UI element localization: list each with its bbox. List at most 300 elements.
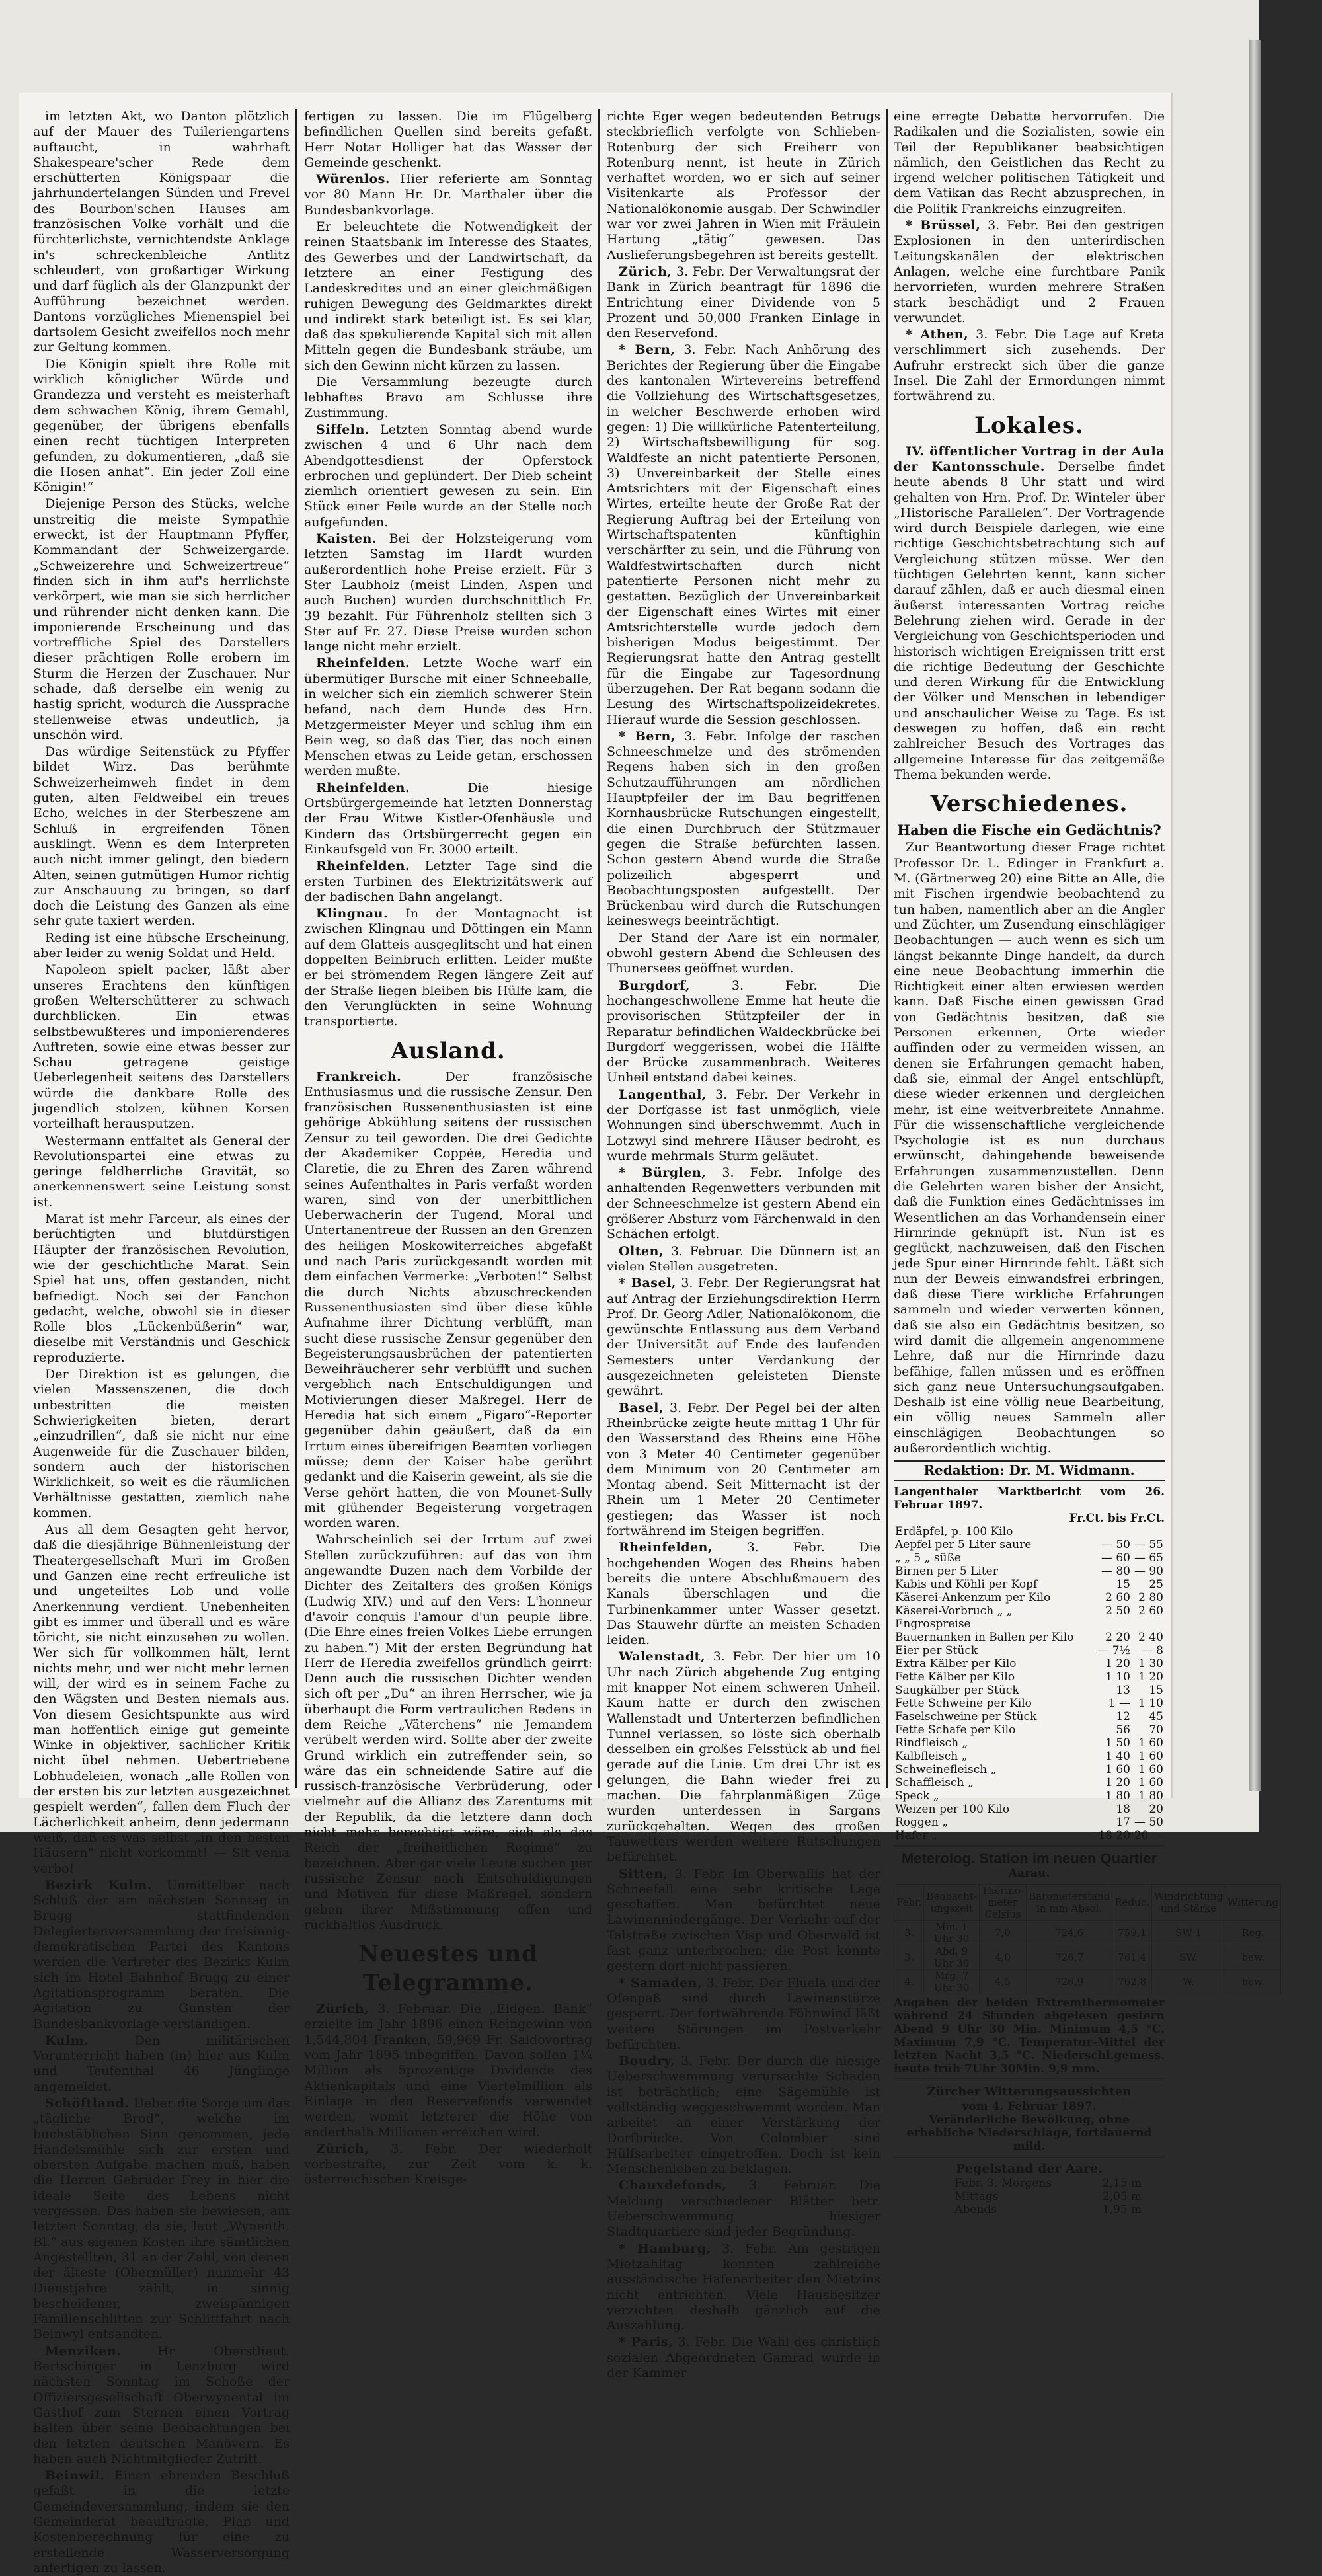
article-paragraph — [607, 978, 880, 1086]
article-paragraph — [304, 219, 592, 373]
article-paragraph — [33, 357, 290, 496]
table-cell: Febr. 3. Morgens — [954, 2176, 1052, 2190]
table-cell: Eier per Stück — [895, 1643, 978, 1657]
table-cell — [1096, 1618, 1132, 1631]
paragraph-text: Die Versammlung bezeugte durch lebhaftes Bravo am Schlusse ihre Zustimmung. — [304, 375, 592, 420]
paragraph-text: 3. Febr. Infolge des anhaltenden Regenwetters verbunden mit der Schneeschmelze ist gestern Abend ein größerer Absturz vom Färchenwald in den Schächen erfolgt. — [607, 1165, 880, 1242]
redaktion-line: Redaktion: Dr. M. Widmann. — [894, 1460, 1165, 1481]
dateline: Rheinfelden, — [619, 1540, 713, 1555]
table-cell: 1 — — [1108, 1696, 1130, 1710]
dateline: Boudry, — [619, 2054, 676, 2069]
paragraph-text: fertigen zu lassen. Die im Flügelberg befindlichen Quellen sind bereits gefaßt. Herr Notar Holliger hat das Wasser der Gemeinde geschenkt. — [304, 109, 592, 170]
paragraph-text: Letzter Tage sind die ersten Turbinen des Elektrizitätswerk auf der badischen Bahn angelangt. — [304, 859, 592, 904]
table-cell: — 7½ — [1097, 1643, 1130, 1657]
dateline: Beinwil. — [45, 2468, 105, 2483]
column-rule — [886, 109, 888, 1788]
table-cell: 45 — [1149, 1709, 1163, 1723]
dateline: * Samaden, — [619, 1975, 703, 1990]
paragraph-text: Der Direktion ist es gelungen, die vielen Massenszenen, die doch unbestritten die meisten Schwierigkeiten bieten, derart „einzudrillen“, daß sie nicht nur eine Augenweide für die Zuschauer bilden, sondern auch der historischen Wirklichkeit, so weit es die räumlichen Verhältnisse gestatten, ziemlich nahe kommen. — [33, 1367, 290, 1520]
dateline: Zürich, — [316, 2141, 369, 2156]
paragraph-text: Marat ist mehr Farceur, als eines der berüchtigten und blutdürstigen Häupter der französischen Revolution, wie der geschichtliche Marat. Sein Spiel hat uns, offen gestanden, nicht befriedigt. Noch sei der Fanchon gedacht, welche, obwohl sie in dieser Rolle blos „Lückenbüßerin“ war, dieselbe mit Verständnis und Geschick reproduzierte. — [33, 1212, 290, 1365]
table-cell: Faselschweine per Stück — [895, 1709, 1037, 1723]
table-cell: Speck „ — [895, 1789, 939, 1803]
table-cell: 7,0 — [980, 1921, 1027, 1945]
section-heading: Lokales. — [974, 412, 1084, 439]
table-row — [894, 1697, 1165, 1710]
table-header-cell: Windrichtung und Stärke — [1151, 1885, 1225, 1921]
table-cell: 1 20 — [1105, 1776, 1130, 1789]
table-cell: — 80 — [1101, 1564, 1130, 1578]
table-cell: Schaffleisch „ — [895, 1776, 974, 1789]
table-header-row — [894, 1885, 1281, 1921]
table-cell: 4,5 — [980, 1970, 1027, 1994]
table-cell: Extra Kälber per Kilo — [895, 1657, 1017, 1670]
article-paragraph — [304, 656, 592, 779]
paragraph-text: Derselbe findet heute abends 8 Uhr statt und wird gehalten von Hrn. Prof. Dr. Winteler über „Historische Parallelen“. Der Vortragende wird durch Beispiele darlegen, wie eine richtige Geschichtsbetrachtung sich auf Vergleichung stützen müsse. Wer den tüchtigen Gelehrten kennt, kann sicher darauf zählen, daß er auch diesmal einen äußerst interessanten Vortrag reiche Belehrung ziehen wird. Gerade in der Vergleichung von Geschichtsperioden und historisch wichtigen Ereignissen tritt erst die richtige Bedeutung der Geschichte und deren Wirkung für die Entwicklung der Völker und Menschen in lebendiger und anschaulicher Weise zu Tage. Es ist deswegen zu hoffen, daß ein recht zahlreicher Besuch des Vortrages das allgemeine Interesse für das zeitgemäße Thema bekunden werde. — [894, 459, 1165, 782]
table-row — [894, 1750, 1165, 1763]
paragraph-text: 3. Febr. Im Oberwallis hat der Schneefall eine sehr kritische Lage geschaffen. Man befürchtet neue Lawinenniedergänge. Der Verkehr auf der Talstraße zwischen Visp und Oberwald ist fast ganz unterbrochen; die Post konnte gestern dort nicht passieren. — [607, 1866, 880, 1974]
weather-title: Zürcher Witterungsaussichten — [927, 2085, 1132, 2099]
article-paragraph — [894, 327, 1165, 404]
paragraph-text: In der Montagnacht ist zwischen Klingnau und Döttingen ein Mann auf dem Glatteis ausgeglitscht und hat einen doppelten Beinbruch erlitten. Leider mußte er bei strömendem Regen längere Zeit auf der Straße liegen bleiben bis Hülfe kam, die den Verunglückten in seine Wohnung transportierte. — [304, 906, 592, 1029]
paragraph-text: Aus all dem Gesagten geht hervor, daß die diesjährige Bühnenleistung der Theatergesellschaft Muri im Großen und Ganzen eine recht erfreuliche ist und ungeteiltes Lob und volle Anerkennung verdient. Unebenheiten gibt es immer und überall und es wäre töricht, sie nicht einzusehen zu wollen. Wer sich für vollkommen hält, lernt nichts mehr, und wer nicht mehr lernen will, der wird es in seinem Fache zu den Wägsten und Besten niemals aus. Von diesem Gesichtspunkte aus wird man hoffentlich einige gut gemeinte Winke in objektiver, sachlicher Kritik nicht übel nehmen. Uebertriebene Lobhudeleien, wonach „alle Rollen von der ersten bis zur letzten ausgezeichnet gespielt werden“, fallen dem Fluch der Lächerlichkeit anheim, denn jedermann weiß, daß es was selbst „in den besten Häusern“ nicht vorkommt! — Sit venia verbo! — [33, 1522, 290, 1876]
article-paragraph — [304, 422, 592, 530]
paragraph-text: Den militärischen Vorunterricht haben (in) hier aus Kulm und Teufenthal 46 Jünglinge angemeldet. — [33, 2033, 290, 2094]
table-cell: 1,95 m — [1102, 2203, 1142, 2216]
market-title: Langenthaler Marktbericht vom 26. Februar 1897. — [894, 1485, 1165, 1512]
table-cell: 1 60 — [1138, 1736, 1163, 1750]
paragraph-text: 3. Febr. Die hochgehenden Wogen des Rheins haben bereits die untere Abschlußmauern des Kanals überschlagen und die Turbinenkammer unter Wasser gesetzt. Das Stauwehr dürfte an meisten Schaden leiden. — [607, 1540, 880, 1648]
paragraph-text: Diejenige Person des Stücks, welche unstreitig die meiste Sympathie erweckt, ist der Hauptmann Pfyffer, Kommandant der Schweizergarde. „Schweizerehre und Schweizertreue“ finden sich in ihm auf's herrlichste verkörpert, wie man sie sich herrlicher und rührender nicht denken kann. Die imponierende Erscheinung und das vortreffliche Spiel des Darstellers dieser prächtigen Rolle erobern im Sturm die Herzen der Zuschauer. Nur schade, daß derselbe ein wenig zu hastig spricht, wodurch die Aussprache stellenweise etwas undeutlich, ja unschön wird. — [33, 496, 290, 742]
dateline: Langenthal, — [619, 1087, 707, 1102]
table-cell: Reg. — [1225, 1921, 1281, 1945]
article-paragraph — [304, 1532, 592, 1933]
table-cell: Kalbfleisch „ — [895, 1749, 968, 1763]
table-row — [894, 1551, 1165, 1565]
article-paragraph — [607, 342, 880, 727]
dateline: Zürich, — [619, 264, 672, 279]
article-paragraph — [894, 840, 1165, 1456]
paragraph-text: Er beleuchtete die Notwendigkeit der reinen Staatsbank im Interesse des Staates, des Gewerbes und der Landwirtschaft, da letztere an einer Festigung des Landeskredites und an einer gleichmäßigen ruhigen Bewegung des Geldmarktes direkt und indirekt stark beteiligt ist. Es sei klar, daß das spekulierende Kapital sich mit allen Mitteln gegen die Bundesbank sträube, um sich den Gewinn nicht kürzen zu lassen. — [304, 219, 592, 373]
dateline: Kulm. — [45, 2033, 89, 2048]
table-cell: „ „ 5 „ süße — [895, 1551, 961, 1565]
table-header-cell: Reduc. — [1112, 1885, 1152, 1921]
article-paragraph — [33, 2096, 290, 2343]
table-header-cell: Thermo-meter Celsius — [980, 1885, 1027, 1921]
divider — [894, 2156, 1165, 2158]
paragraph-text: Reding ist eine hübsche Erscheinung, aber leider zu wenig Soldat und Held. — [33, 930, 290, 961]
article-paragraph — [607, 1165, 880, 1242]
table-cell: bew. — [1225, 1945, 1281, 1970]
table-row — [894, 1776, 1165, 1789]
table-cell: 1 20 — [1105, 1657, 1130, 1670]
column-1 — [33, 109, 290, 2575]
table-row — [894, 1710, 1165, 1723]
article-paragraph — [304, 781, 592, 857]
table-row — [953, 2190, 1143, 2203]
section-heading: Ausland. — [391, 1037, 506, 1064]
paragraph-text: Hier referierte am Sonntag vor 80 Mann Hr. Dr. Marthaler über die Bundesbankvorlage. — [304, 172, 592, 217]
table-cell: — 8 — [1141, 1643, 1163, 1657]
dateline: * Athen, — [906, 327, 969, 342]
article-paragraph — [607, 2054, 880, 2177]
table-cell: 726,9 — [1027, 1970, 1112, 1994]
table-cell: 12 — [1116, 1709, 1130, 1723]
table-cell: Roggen „ — [895, 1815, 949, 1829]
table-cell: Rindfleisch „ — [895, 1736, 968, 1750]
article-paragraph — [304, 2142, 592, 2188]
table-cell: 1 60 — [1138, 1762, 1163, 1776]
table-cell: 56 — [1116, 1723, 1130, 1737]
column-rule — [598, 109, 600, 1788]
table-cell: SW. — [1151, 1945, 1225, 1970]
table-cell: Birnen per 5 Liter — [895, 1564, 998, 1578]
paragraph-text: 3. Febr. Am gestrigen Mietzahltag konnten zahlreiche ausständische Hafenarbeiter den Mietzins nicht entrichten. Viele Hausbesitzer verzichten deshalb gänzlich auf die Auszahlung. — [607, 2241, 880, 2333]
paragraph-text: 3. Febr. Der Verwaltungsrat der Bank in Zürich beantragt für 1896 die Entrichtung einer Dividende von 5 Prozent und 50,000 Franken Einlage in den Reservefond. — [607, 264, 880, 341]
table-row — [894, 1657, 1165, 1670]
paragraph-text: 3. Febr. Der hier um 10 Uhr nach Zürich abgehende Zug entging mit knapper Not einem schweren Unheil. Kaum hatte er durch den zwischen Wallenstadt und Unterterzen befindlichen Tunnel verlassen, so löste sich oberhalb desselben ein großes Felsstück ab und fiel gerade auf die Linie. Um drei Uhr ist es gelungen, die Bahn wieder frei zu machen. Die fahrplanmäßigen Züge wurden unterdessen in Sargans zurückgehalten. Wegen des großen Tauwetters werden weitere Rutschungen befürchtet. — [607, 1649, 881, 1865]
paragraph-text: Der Stand der Aare ist ein normaler, obwohl gestern Abend die Schleusen des Thunersees geöffnet wurden. — [607, 930, 880, 976]
table-cell: 1 60 — [1105, 1762, 1130, 1776]
paragraph-text: Die hiesige Ortsbürgergemeinde hat letzten Donnerstag der Frau Witwe Kistler-Ofenhäusle und Kindern das Ortsbürgerrecht gegen ein Einkaufsgeld von Fr. 3000 erteilt. — [304, 780, 593, 857]
table-cell: 2 60 — [1105, 1590, 1130, 1604]
paragraph-text: 3. Febr. Der wiederholt vorbestrafte, zur Zeit vom k. k. österreichischen Kreisge- — [304, 2141, 592, 2187]
dateline: Kaisten. — [316, 531, 377, 547]
paragraph-text: im letzten Akt, wo Danton plötzlich auf der Mauer des Tuileriengartens auftaucht, in wahrhaft Shakespeare'scher Rede dem erschütterten Königspaar die jahrhundertelangen Sünden und Frevel des Bourbon'schen Hauses am französischen Volke vorhält und die fürchterlichste, vernichtendste Anklage in's schreckenbleiche Antlitz schleudert, von großartiger Wirkung und darf füglich als der Glanzpunkt der Aufführung bezeichnet werden. Dantons vorzügliches Mienenspiel bei dartsolem Gesicht zweifellos noch mehr zur Geltung kommen. — [33, 109, 290, 355]
table-row — [894, 1565, 1165, 1578]
table-cell: Mittags — [954, 2189, 999, 2203]
table-cell: — 90 — [1134, 1564, 1163, 1578]
article-paragraph — [304, 109, 592, 171]
table-cell: 4,0 — [980, 1945, 1027, 1970]
paragraph-text: 3. Febr. Die hochangeschwollene Emme hat heute die provisorischen Stützpfeiler der in Reparatur befindlichen Waldeckbrücke bei Burgdorf weggerissen, wobei die Hälfte der Brücke zusammenbrach. Weiteres Unheil entstand dabei keines. — [607, 978, 880, 1085]
dateline: * Basel, — [619, 1276, 676, 1291]
table-cell: 1 80 — [1138, 1789, 1163, 1803]
paragraph-text: 3. Februar. Die Dünnern ist an vielen Stellen ausgetreten. — [607, 1243, 880, 1274]
column-4-articles — [894, 109, 1165, 1456]
article-paragraph — [33, 2344, 290, 2467]
table-cell: Hafer „ — [895, 1828, 937, 1842]
table-cell: Abd. 9 Uhr 30 — [924, 1945, 980, 1970]
meteo-title: Meterolog. Station im neuen Quartier — [901, 1850, 1157, 1867]
divider — [894, 1845, 1165, 1847]
table-cell: — 55 — [1134, 1538, 1163, 1551]
table-cell: SW 1 — [1151, 1921, 1225, 1945]
table-row — [894, 1618, 1165, 1631]
paragraph-text: 3. Februar. Die „Eidgen. Bank“ erzielte im Jahr 1896 einen Reingewinn von 1,544,804 Franken, 59,969 Fr. Saldovortrag vom Jahr 1895 inbegriffen. Davon sollen 1¼ Million als 5prozentige Dividende des Aktienkapitals und eine Viertelmillion als Einlage in den Reservefonds verwendet werden, womit letzterer die Höhe von anderthalb Millionen erreichen wird. — [304, 2002, 592, 2140]
article-paragraph — [33, 1212, 290, 1366]
table-cell: 759,1 — [1112, 1921, 1152, 1945]
table-cell: 2,15 m — [1102, 2176, 1142, 2190]
paragraph-text: 3. Febr. Der durch die hiesige Ueberschwemmung verursachte Schaden ist beträchtlich; eine Sägemühle ist vollständig weggeschwemmt worden. Man arbeitet an einer Verstärkung der Dorfbrücke. Von Colombier sind Hülfsarbeiter eingetroffen. Doch ist kein Menschenleben zu beklagen. — [607, 2054, 880, 2177]
table-cell: 3. — [894, 1945, 924, 1970]
table-cell: bew. — [1225, 1970, 1281, 1994]
paragraph-text: 3. Febr. Der Pegel bei der alten Rheinbrücke zeigte heute mittag 1 Uhr für den Wasserstand des Rheins eine Höhe von 3 Meter 40 Centimeter gegenüber dem Minimum von 20 Centimeter am Montag abend. Seit Mitternacht ist der Rhein um 1 Meter 20 Centimeter gestiegen; das Wasser ist noch fortwährend im Steigen begriffen. — [607, 1400, 880, 1539]
paragraph-text: Bei der Holzsteigerung vom letzten Samstag im Hardt wurden außerordentlich hohe Preise erzielt. Für 3 Ster Laubholz (meist Linden, Aspen und auch Buchen) wurden durchschnittlich Fr. 39 bezahlt. Für Führenholz stellten sich 3 Ster auf Fr. 27. Diese Preise wurden schon lange nicht mehr erzielt. — [304, 531, 592, 654]
table-cell: 20 — [1149, 1802, 1163, 1816]
article-paragraph — [607, 1401, 880, 1540]
article-paragraph — [304, 375, 592, 421]
table-cell: — 60 — [1101, 1551, 1130, 1565]
table-row — [894, 1829, 1165, 1842]
dateline: Rheinfelden. — [316, 656, 410, 671]
table-cell — [1132, 1618, 1165, 1631]
table-cell: Fette Schweine per Kilo — [895, 1696, 1032, 1710]
paragraph-text: Zur Beantwortung dieser Frage richtet Professor Dr. L. Edinger in Frankfurt a. M. (Gärtnerweg 20) eine Bitte an Alle, die mit Fischen irgendwie beobachtend zu tun haben, namentlich aber an die Angler und Züchter, um Zusendung einschlägiger Beobachtungen — auch wenn es sich um längst bekannte Dinge handelt, da durch eine neue Beobachtung immerhin die Richtigkeit einer alten erwiesen werden kann. Daß Fische einen gewissen Grad von Gedächtnis besitzen, daß sie Personen erkennen, Orte wieder auffinden oder zu vermeiden wissen, an denen sie Erfahrungen gemacht haben, daß sie, einmal der Angel entschlüpft, diese wieder erkennen und dergleichen mehr, ist eine weitverbreitete Annahme. Für die wissenschaftliche vergleichende Psychologie ist es nun durchaus erwünscht, dahingehende beweisende Erfahrungen zusammenzustellen. Denn die Gelehrten waren bisher der Ansicht, daß die Funktion eines Gedächtnisses im Wesentlichen an das Vorhandensein einer Hirnrinde geknüpft ist. Nun ist es geglückt, nachzuweisen, daß den Fischen jede Spur einer Hirnrinde fehlt. Läßt sich nun der Beweis einwandsfrei erbringen, daß diese Tiere wirkliche Erfahrungen sammeln und wieder verwerten können, daß sie also ein Gedächtnis besitzen, so wird damit die allgemein angenommene Lehre, daß nur die Hirnrinde dazu befähige, fallen müssen und es eröffnen sich ganz neue Untersuchungsaufgaben. Deshalb ist eine völlig neue Bearbeitung, ein völlig neues Sammeln aller einschlägigen Beobachtungen so außerordentlich wichtig. — [894, 840, 1165, 1456]
dateline: * Brüssel, — [906, 218, 981, 233]
article-paragraph — [33, 962, 290, 1132]
dateline: * Bern, — [619, 728, 676, 744]
table-row — [894, 1578, 1165, 1591]
weather-text: Veränderliche Bewölkung, ohne erhebliche Niederschläge, fortdauernd mild. — [906, 2113, 1152, 2153]
paragraph-text: Unmittelbar nach Schluß der am nächsten Sonntag in Brugg stattfindenden Delegiertenversammlung der freisinnig-demokratischen Partei des Kantons werden die Vertreter des Bezirks Kulm sich im Hotel Bahnhof Brugg zu einer Agitationsprogramm beraten. Die Agitation zu Gunsten der Bundesbankvorlage verständigen. — [33, 1877, 290, 2031]
table-cell: 1 20 — [1138, 1670, 1163, 1684]
table-cell: 20 — — [1134, 1828, 1163, 1842]
paragraph-text: Letzten Sonntag abend wurde zwischen 4 und 6 Uhr nach dem Abendgottesdienst der Opferstock erbrochen und geplündert. Der Dieb scheint ziemlich orientiert gewesen zu sein. Ein Stück einer Feile wurde an der Stelle noch aufgefunden. — [304, 422, 592, 529]
dateline: Würenlos. — [316, 172, 390, 187]
article-paragraph — [607, 931, 880, 977]
table-cell: 724,6 — [1027, 1921, 1112, 1945]
table-cell: Kabis und Köhli per Kopf — [895, 1577, 1038, 1591]
table-cell: 2 20 — [1105, 1630, 1130, 1644]
article-paragraph — [304, 531, 592, 654]
table-row — [894, 1670, 1165, 1684]
table-cell: 1 80 — [1105, 1789, 1130, 1803]
dateline: Sitten, — [619, 1866, 668, 1881]
meteo-note: Angaben der beiden Extremthermometer während 24 Stunden abgelesen gestern Abend 9 Uhr 30 Min. Minimum 4,5 °C. Maximum 7,9 °C. Temperatur-Mittel der letzten Nacht 3,5 °C. Niederschl.gemess. heute früh 7Uhr 30Min. 9,9 mm. — [894, 1996, 1165, 2076]
market-units: Fr.Ct. bis Fr.Ct. — [1069, 1511, 1165, 1525]
table-cell: Saugkälber per Stück — [895, 1683, 1019, 1697]
paragraph-text: Das würdige Seitenstück zu Pfyffer bildet Wirz. Das berühmte Schweizerheimweh findet in dem guten, alten Feldweibel ein treues Echo, welches in der Sterbeszene am Schluß in ergreifenden Tönen ausklingt. Wenn es dem Interpreten auch nicht immer gelingt, den biedern Alten, seinen gutmütigen Humor richtig zur Anschauung zu bringen, so darf doch die Leistung des Ganzen als eine sehr gute taxiert werden. — [33, 744, 290, 929]
article-paragraph — [607, 1867, 880, 1974]
article-paragraph — [607, 109, 880, 263]
table-cell: Aepfel per 5 Liter saure — [895, 1538, 1032, 1551]
article-paragraph — [607, 729, 880, 929]
article-paragraph — [607, 2242, 880, 2334]
article-paragraph — [607, 264, 880, 341]
table-cell: W. — [1151, 1970, 1225, 1994]
table-cell: 15 — [1116, 1577, 1130, 1591]
article-paragraph — [894, 218, 1165, 326]
dateline: Burgdorf, — [619, 978, 691, 993]
table-cell: 726,7 — [1027, 1945, 1112, 1970]
table-row — [894, 1945, 1281, 1970]
paragraph-text: Der französische Enthusiasmus und die russische Zensur. Den französischen Russenenthusiasten ist eine gehörige Abkühlung seitens der russischen Zensur zu teil geworden. Die drei Gedichte der Akademiker Coppée, Heredia und Claretie, die zu Ehren des Zaren während seines Aufenthaltes in Paris verfaßt worden waren, sind von der unerbittlichen Ueberwacherin der Tugend, Moral und Untertanentreue der Russen an den Grenzen des heiligen Moskowiterreiches abgefaßt und nach Paris zurückgesandt worden mit dem einfachen Vermerke: „Verboten!“ Selbst die durch Nichts abzuschreckenden Russenenthusiasten sind über diese kühle Aufnahme ihrer Dichtung verblüfft, man sucht diese russische Zensur gegenüber den Begeisterungsausbrüchen der patentierten Beweihräucherer sehr verblüfft und suchen vergeblich nach Entschuldigungen und Motivierungen dieser Maßregel. Herr de Heredia hat sich einem „Figaro“-Reporter gegenüber dahin geäußert, daß da ein Irrtum eines übereifrigen Beamten vorliegen müsse; denn der Kaiser habe gerührt gedankt und die Kaiserin geweint, als sie die Verse gehört hatten, die von Mounet-Sully mit glühender Begeisterung vorgetragen worden waren. — [304, 1069, 592, 1531]
dateline: * Paris, — [619, 2335, 674, 2350]
table-row — [894, 1591, 1165, 1604]
table-cell: Mrg. 7 Uhr 30 — [924, 1970, 980, 1994]
dateline: IV. öffentlicher Vortrag in der Aula der Kantonsschule. — [894, 444, 1165, 474]
paragraph-text: 3. Febr. Die Wahl des christlich sozialen Abgeordneten Gamrad wurde in der Kammer — [607, 2335, 880, 2381]
pegel-table — [953, 2177, 1143, 2216]
table-cell: 3. — [894, 1921, 924, 1945]
dateline: Zürich, — [316, 2002, 369, 2017]
dateline: * Bürglen, — [619, 1165, 707, 1181]
dateline: Frankreich. — [316, 1069, 402, 1084]
dateline: Olten, — [619, 1243, 664, 1259]
table-cell: Bauernanken in Ballen per Kilo — [895, 1630, 1074, 1644]
paragraph-text: Einen ehrenden Beschluß gefaßt in die letzte Gemeindeversammlung, indem sie den Gemeinderat beauftragte, Plan und Kostenberechnung für eine zu erstellende Wasserversorgung anfertigen zu lassen. — [33, 2468, 290, 2575]
article-paragraph — [33, 1878, 290, 2032]
table-cell: 1 60 — [1138, 1776, 1163, 1789]
article-paragraph — [607, 1087, 880, 1164]
paragraph-text: Westermann entfaltet als General der Revolutionspartei eine etwas zu geringe feldherrliche Gravität, so anerkennenswert seine Leistung sonst ist. — [33, 1133, 290, 1210]
dateline: Rheinfelden. — [316, 780, 410, 795]
table-row — [953, 2203, 1143, 2216]
table-cell: 762,8 — [1112, 1970, 1152, 1994]
divider — [894, 2078, 1165, 2080]
pegel-title: Pegelstand der Aare. — [956, 2161, 1103, 2176]
article-paragraph — [33, 931, 290, 962]
table-cell: 2 60 — [1138, 1604, 1163, 1618]
table-header-cell: Witterung — [1225, 1885, 1281, 1921]
article-subheading: Haben die Fische ein Gedächtnis? — [897, 822, 1161, 839]
table-header-cell: Febr. — [894, 1885, 924, 1921]
article-paragraph — [607, 1976, 880, 2052]
dateline: Walenstadt, — [619, 1649, 706, 1664]
article-paragraph — [894, 444, 1165, 783]
table-cell: 1 60 — [1138, 1749, 1163, 1763]
table-cell: 1 10 — [1138, 1696, 1163, 1710]
table-cell: 2,05 m — [1102, 2189, 1142, 2203]
column-4 — [894, 109, 1279, 2216]
article-paragraph — [33, 1134, 290, 1210]
section-heading: Neuestes und Telegramme. — [358, 1941, 538, 1997]
meteo-table — [894, 1884, 1281, 1994]
market-report — [894, 1485, 1165, 1842]
article-paragraph — [33, 744, 290, 929]
table-row — [894, 1803, 1165, 1816]
table-cell: Engrospreise — [895, 1617, 971, 1631]
table-cell: 17 — [1116, 1815, 1130, 1829]
dateline: * Bern, — [619, 342, 676, 358]
table-row — [894, 1644, 1165, 1657]
paragraph-text: Ueber die Sorge um das „tägliche Brod“, welche im buchstäblichen Sinn genommen, jede Handelsmühle sich zur ersten und obersten Aufgabe machen muß, haben die Herren Gebrüder Frey in hier die ideale Seite des Lebens nicht vergessen. Das haben sie bewiesen, am letzten Sonntag, da sie, laut „Wynenth. Bl.“ aus eigenen Kosten ihre sämtlichen Angestellten, 31 an der Zahl, von denen der älteste (Obermüller) nunmehr 43 Dienstjahre zählt, in sinnig bescheidener, zweispännigen Familienschlitten zur Schlittfahrt nach Beinwyl entsandten. — [33, 2096, 290, 2342]
article-paragraph — [304, 906, 592, 1029]
table-row — [894, 1684, 1165, 1697]
table-row — [894, 1789, 1165, 1803]
dateline: Basel, — [619, 1400, 664, 1415]
table-cell: 70 — [1149, 1723, 1163, 1737]
table-cell: Fette Kälber per Kilo — [895, 1670, 1015, 1684]
table-row — [894, 1816, 1165, 1829]
table-cell: 25 — [1149, 1577, 1163, 1591]
dateline: Rheinfelden. — [316, 859, 410, 874]
table-cell: 1 50 — [1105, 1736, 1130, 1750]
table-cell: — 50 — [1101, 1538, 1130, 1551]
paragraph-text: 3. Febr. Der Flüela und der Ofenpaß sind durch Lawinenstürze gesperrt. Der fortwährende Föhnwind läßt weitere Störungen im Postverkehr befürchten. — [607, 1975, 880, 2052]
dateline: Menziken. — [45, 2343, 122, 2359]
paragraph-text: Hr. Oberstlieut. Bertschinger in Lenzburg wird nächsten Sonntag im Schoße der Offiziersgesellschaft Oberwynental im Gasthof zum Sternen einen Vortrag halten über seine Beobachtungen bei den letzten deutschen Manövern. Es haben auch Nichtmitglieder Zutritt. — [33, 2343, 290, 2466]
paragraph-text: 3. Febr. Der Verkehr in der Dorfgasse ist fast unmöglich, viele Wohnungen sind überschwemmt. Auch in Lotzwyl sind mehrere Häuser bedroht, es wurde mehrmals Sturm geläutet. — [607, 1087, 880, 1163]
market-table — [894, 1525, 1165, 1842]
article-paragraph — [607, 2335, 880, 2381]
table-row — [953, 2177, 1143, 2190]
paragraph-text: 3. Febr. Infolge der raschen Schneeschmelze und des strömenden Regens haben sich in den großen Schutzaufführungen am nördlichen Hauptpfeiler der im Bau begriffenen Kornhausbrücke Rutschungen eingestellt, die einen Durchbruch der Stützmauer gegen die Straße befürchten lassen. Schon gestern Abend wurde die Straße polizeilich abgesperrt und Beobachtungsposten aufgestellt. Der Brückenbau wird durch die Rutschungen keineswegs beeinträchtigt. — [607, 728, 881, 929]
article-paragraph — [33, 2033, 290, 2095]
table-cell — [1132, 1525, 1165, 1538]
table-cell: Fette Schafe per Kilo — [895, 1723, 1016, 1737]
table-cell: Schweinefleisch „ — [895, 1762, 997, 1776]
table-row — [894, 1763, 1165, 1776]
article-paragraph — [304, 1070, 592, 1532]
table-cell: 2 50 — [1105, 1604, 1130, 1618]
paragraph-text: Letzte Woche warf ein übermütiger Bursche mit einer Schneeballe, in welcher sich ein ziemlich schwerer Stein befand, nach dem Hunde des Hrn. Metzgermeister Meyer und schlug ihm ein Bein weg, so daß das Tier, das noch einen Menschen etwas zu Leide getan, erschossen werden mußte. — [304, 656, 592, 779]
table-cell: 2 80 — [1138, 1590, 1163, 1604]
table-cell: 1 10 — [1105, 1670, 1130, 1684]
dateline: Schöftland. — [45, 2096, 130, 2111]
table-cell — [1096, 1525, 1132, 1538]
article-paragraph — [304, 172, 592, 218]
table-cell: 18 20 — [1098, 1828, 1130, 1842]
page-edge — [1249, 40, 1261, 1791]
paragraph-text: 3. Febr. Der Regierungsrat hat auf Antrag der Erziehungsdirektion Herrn Prof. Dr. Georg Adler, Nationalökonom, die gewünschte Entlassung aus dem Verband der Universität auf Ende des laufenden Semesters unter Verdankung der ausgezeichneten geleisteten Dienste gewährt. — [607, 1276, 881, 1399]
table-cell: 1 30 — [1138, 1657, 1163, 1670]
article-paragraph — [607, 1540, 880, 1648]
table-cell: 15 — [1149, 1683, 1163, 1697]
table-cell: 1 40 — [1105, 1749, 1130, 1763]
dateline: Chauxdefonds, — [619, 2178, 727, 2193]
paragraph-text: richte Eger wegen bedeutenden Betrugs steckbrieflich verfolgte von Schlieben-Rotenburg der sich Freiherr von Rotenburg nennt, ist heute in Zürich verhaftet worden, wo er sich auf seiner Visitenkarte als Professor der Nationalökonomie ausgab. Der Schwindler war vor zwei Jahren in Wien mit Fräulein Hartung „tätig“ gewesen. Das Auslieferungsbegehren ist bereits gestellt. — [607, 109, 880, 262]
table-header-cell: Barometerstand in mm Absol. — [1027, 1885, 1112, 1921]
article-paragraph — [607, 1649, 880, 1865]
table-cell: 13 — [1116, 1683, 1130, 1697]
paragraph-text: Die Königin spielt ihre Rolle mit wirklich königlicher Würde und Grandezza und versteht es meisterhaft dem schwachen König, ihrem Gemahl, gegenüber, der übrigens ebenfalls einen recht tüchtigen Interpreten gefunden, zu dokumentieren, „daß sie die Hosen anhat“. Ein jeder Zoll eine Königin!“ — [33, 356, 290, 495]
article-paragraph — [304, 2002, 592, 2140]
weather-date: vom 4. Februar 1897. — [962, 2099, 1097, 2113]
article-paragraph — [33, 1367, 290, 1521]
table-cell: 2 40 — [1138, 1630, 1163, 1644]
paragraph-text: 3. Febr. Nach Anhörung des Berichtes der Regierung über die Eingabe des kantonalen Wirtevereins betreffend die Vollziehung des Wirtschaftsgesetzes, in welcher Beschwerde erhoben wird gegen: 1) Die willkürliche Patenterteilung, 2) Wirtschaftsbewilligung für sog. Waldfeste an nicht patentierte Personen, 3) Unvereinbarkeit der Stelle eines Amtsrichters mit der Eigenschaft eines Wirtes, erteilte heute der Große Rat der Regierung Auftrag bei der Erteilung von Wirtschaftspatenten künftighin verschärfter zu sein, und die Führung von Waldfestwirtschaften durch nicht patentierte Personen nicht mehr zu gestatten. Bezüglich der Unvereinbarkeit der Eigenschaft eines Wirtes mit einer Amtsrichterstelle wurde jedoch dem bisherigen Modus beigestimmt. Der Regierungsrat hatte den Antrag gestellt für die Eingabe zur Tagesordnung überzugehen. Der Rat begann sodann die Lesung des Wirtschaftspolizeidekretes. Hierauf wurde die Session geschlossen. — [607, 342, 880, 727]
table-cell: Käserei-Vorbruch „ „ — [895, 1604, 1013, 1618]
table-row — [894, 1631, 1165, 1644]
table-cell: Min. 1 Uhr 30 — [924, 1921, 980, 1945]
table-cell: Käserei-Ankenzum per Kilo — [895, 1590, 1051, 1604]
paragraph-text: Wahrscheinlich sei der Irrtum auf zwei Stellen zurückzuführen: auf das von ihm angewandte Duzen nach dem Vorbilde der Dichter des Zeitalters des großen Königs (Ludwig XIV.) und auf den Vers: L'honneur d'avoir conquis l'amour d'un peuple libre. (Die Ehre eines freien Volkes Liebe errungen zu haben.“) Mit der ersten Begründung hat Herr de Heredia zweifellos gründlich geirrt: Denn auch die russischen Dichter wenden sich oft per „Du“ an ihren Herrscher, wie ja überhaupt die Form vertraulichen Redens in dem Reiche „Väterchens“ nie Jemandem verübelt werden wird. Sollte aber der zweite Grund wirklich ein zutreffender sein, so wäre das ein schneidende Satire auf die russisch-französische Verbrüderung, oder vielmehr auf die Allianz des Zarentums mit der Republik, da die letztere dann doch nicht mehr berechtigt wäre, sich als das Reich der „freiheitlichen Regime“ zu bezeichnen. Aber gar viele Leute suchen per russische Zensur nach Entschuldigungen und Motiven für diese Maßregel, sondern geben ihrer Mißstimmung offen und rückhaltlos Ausdruck. — [304, 1532, 592, 1932]
table-cell: Erdäpfel, p. 100 Kilo — [895, 1524, 1013, 1538]
paragraph-text: 3. Februar. Die Meldung verschiedener Blätter betr. Ueberschwemmung hiesiger Stadtquartiere sind jeder Begründung. — [607, 2178, 880, 2240]
paragraph-text: 3. Febr. Bei den gestrigen Explosionen in den unterirdischen Leitungskanälen der elektrischen Anlagen, welche eine furchtbare Panik hervorriefen, wurden mehrere Straßen stark beschädigt und 2 Frauen verwundet. — [894, 218, 1165, 325]
table-cell: 761,4 — [1112, 1945, 1152, 1970]
meteo-place: Aarau. — [1008, 1866, 1050, 1880]
article-paragraph — [33, 2468, 290, 2576]
dateline: Siffeln. — [316, 422, 370, 437]
article-paragraph — [894, 109, 1165, 217]
article-paragraph — [304, 859, 592, 905]
table-cell: Weizen per 100 Kilo — [895, 1802, 1010, 1816]
article-paragraph — [607, 1276, 880, 1399]
column-3 — [607, 109, 881, 2381]
article-paragraph — [607, 1244, 880, 1275]
table-cell: — 50 — [1134, 1815, 1163, 1829]
dateline: Bezirk Kulm. — [45, 1877, 152, 1893]
table-row — [894, 1723, 1165, 1737]
table-cell: 18 — [1116, 1802, 1130, 1816]
article-paragraph — [33, 109, 290, 356]
table-row — [894, 1921, 1281, 1945]
table-cell: — 65 — [1134, 1551, 1163, 1565]
section-heading: Verschiedenes. — [930, 791, 1128, 818]
table-header-cell: Beobacht-ungszeit — [924, 1885, 980, 1921]
dateline: Klingnau. — [316, 906, 389, 921]
column-2 — [304, 109, 593, 2187]
table-cell: 4. — [894, 1970, 924, 1994]
table-row — [894, 1525, 1165, 1538]
paragraph-text: 3. Febr. Die Lage auf Kreta verschlimmert sich zusehends. Der Aufruhr erstreckt sich über die ganze Insel. Die Zahl der Ermordungen nimmt fortwährend zu. — [894, 327, 1165, 404]
article-paragraph — [607, 2178, 880, 2240]
column-rule — [295, 109, 297, 1788]
paragraph-text: Napoleon spielt packer, läßt aber unseres Erachtens den künftigen großen Welterschütterer zu schwach durchblicken. Ein etwas selbstbewußteres und imponierenderes Auftreten, sowie eine etwas besser zur Schau getragene geistige Ueberlegenheit seitens des Darstellers würde die dankbare Rolle des jugendlich stolzen, kühnen Korsen vorteilhaft herausputzen. — [33, 962, 290, 1132]
